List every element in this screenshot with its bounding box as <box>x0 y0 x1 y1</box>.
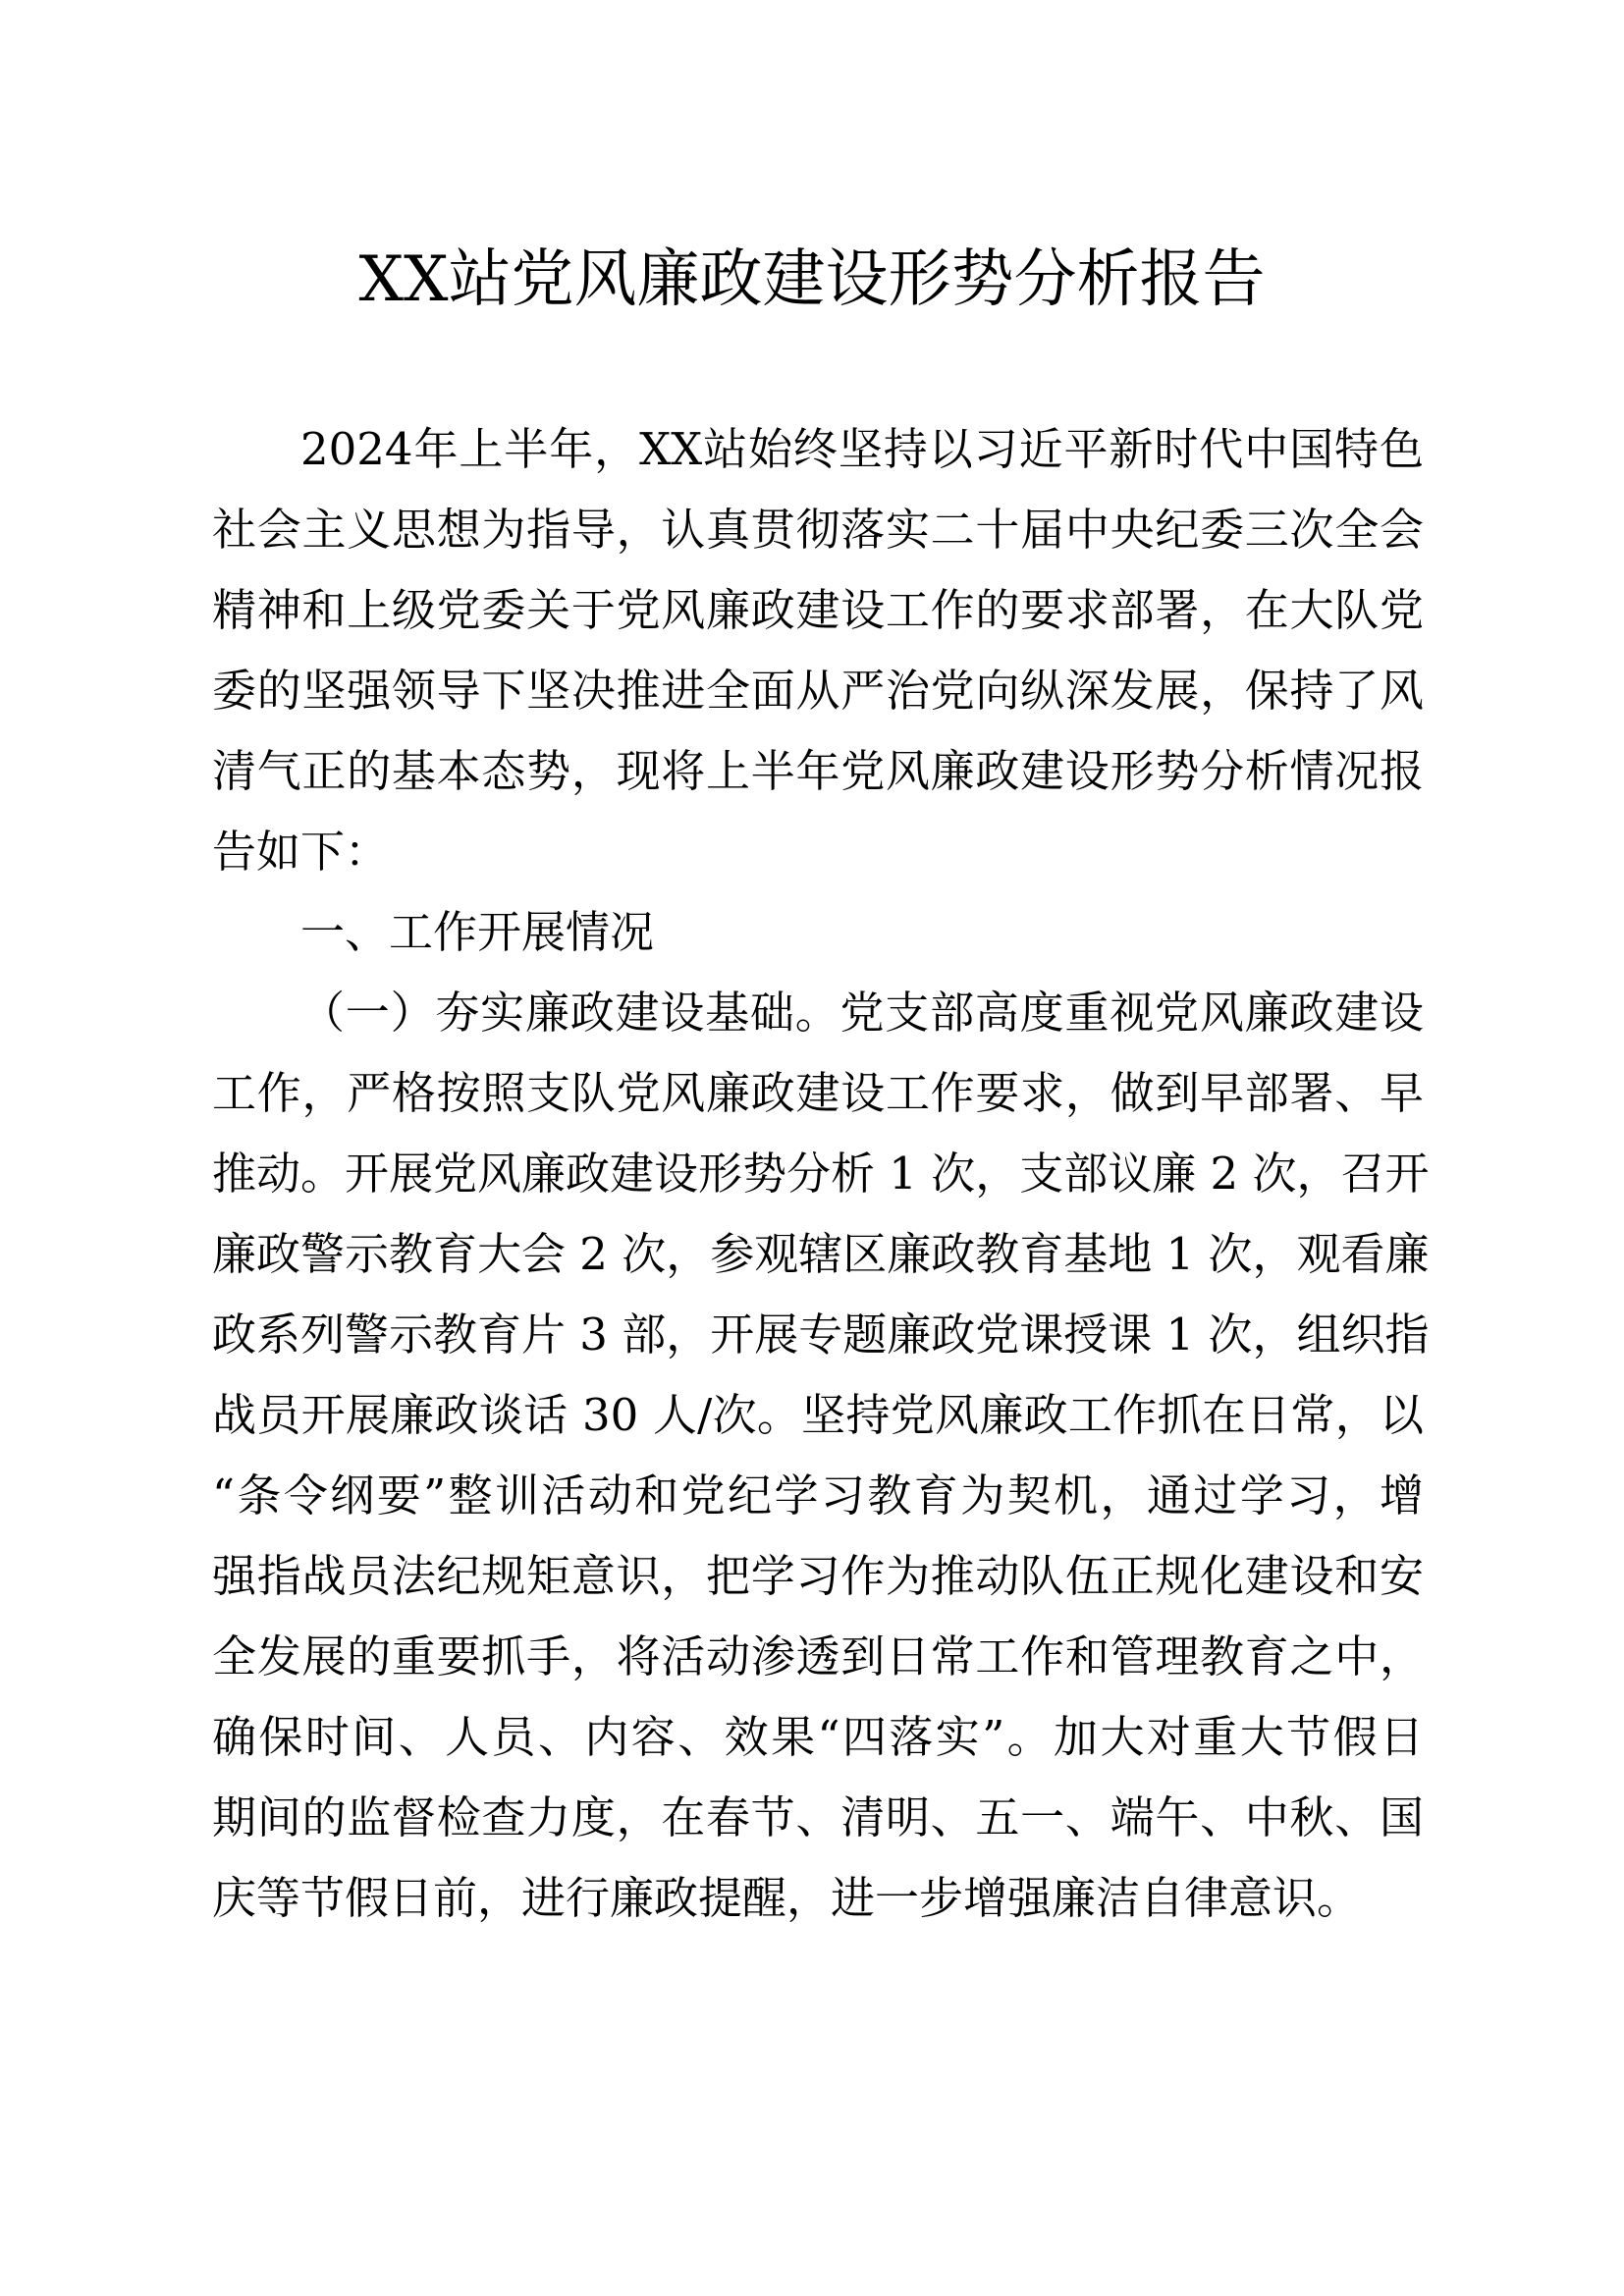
text-line: 廉政警示教育大会 2 次，参观辖区廉政教育基地 1 次，观看廉 <box>212 1228 1430 1280</box>
text-line: 工作，严格按照支队党风廉政建设工作要求，做到早部署、早 <box>212 1067 1424 1119</box>
text-line: 推动。开展党风廉政建设形势分析 1 次，支部议廉 2 次，召开 <box>212 1148 1430 1200</box>
text-line: 战员开展廉政谈话 30 人/次。坚持党风廉政工作抓在日常，以 <box>212 1389 1424 1441</box>
text-line: 告如下： <box>212 826 390 878</box>
text-line: 期间的监督检查力度，在春节、清明、五一、端午、中秋、国 <box>212 1791 1424 1843</box>
text-line: 确保时间、人员、内容、效果“四落实”。加大对重大节假日 <box>212 1711 1424 1763</box>
text-line: 社会主义思想为指导，认真贯彻落实二十届中央纪委三次全会 <box>212 504 1424 556</box>
section-heading: 一、工作开展情况 <box>300 906 655 958</box>
document-body <box>212 409 1430 1939</box>
text-line: 全发展的重要抓手，将活动渗透到日常工作和管理教育之中， <box>212 1630 1424 1682</box>
text-line: 委的坚强领导下坚决推进全面从严治党向纵深发展，保持了风 <box>212 665 1424 717</box>
text-line: 2024年上半年，XX站始终坚持以习近平新时代中国特色 <box>300 423 1424 475</box>
text-line: 庆等节假日前，进行廉政提醒，进一步增强廉洁自律意识。 <box>212 1872 1362 1924</box>
text-line: 清气正的基本态势，现将上半年党风廉政建设形势分析情况报 <box>212 745 1424 797</box>
text-line: “条令纲要”整训活动和党纪学习教育为契机，通过学习，增 <box>212 1469 1424 1522</box>
text-line: （一）夯实廉政建设基础。党支部高度重视党风廉政建设 <box>300 987 1424 1039</box>
document-title: XX站党风廉政建设形势分析报告 <box>358 243 1266 316</box>
text-line: 精神和上级党委关于党风廉政建设工作的要求部署，在大队党 <box>212 584 1424 636</box>
text-line: 政系列警示教育片 3 部，开展专题廉政党课授课 1 次，组织指 <box>212 1308 1430 1361</box>
text-line: 强指战员法纪规矩意识，把学习作为推动队伍正规化建设和安 <box>212 1550 1424 1602</box>
